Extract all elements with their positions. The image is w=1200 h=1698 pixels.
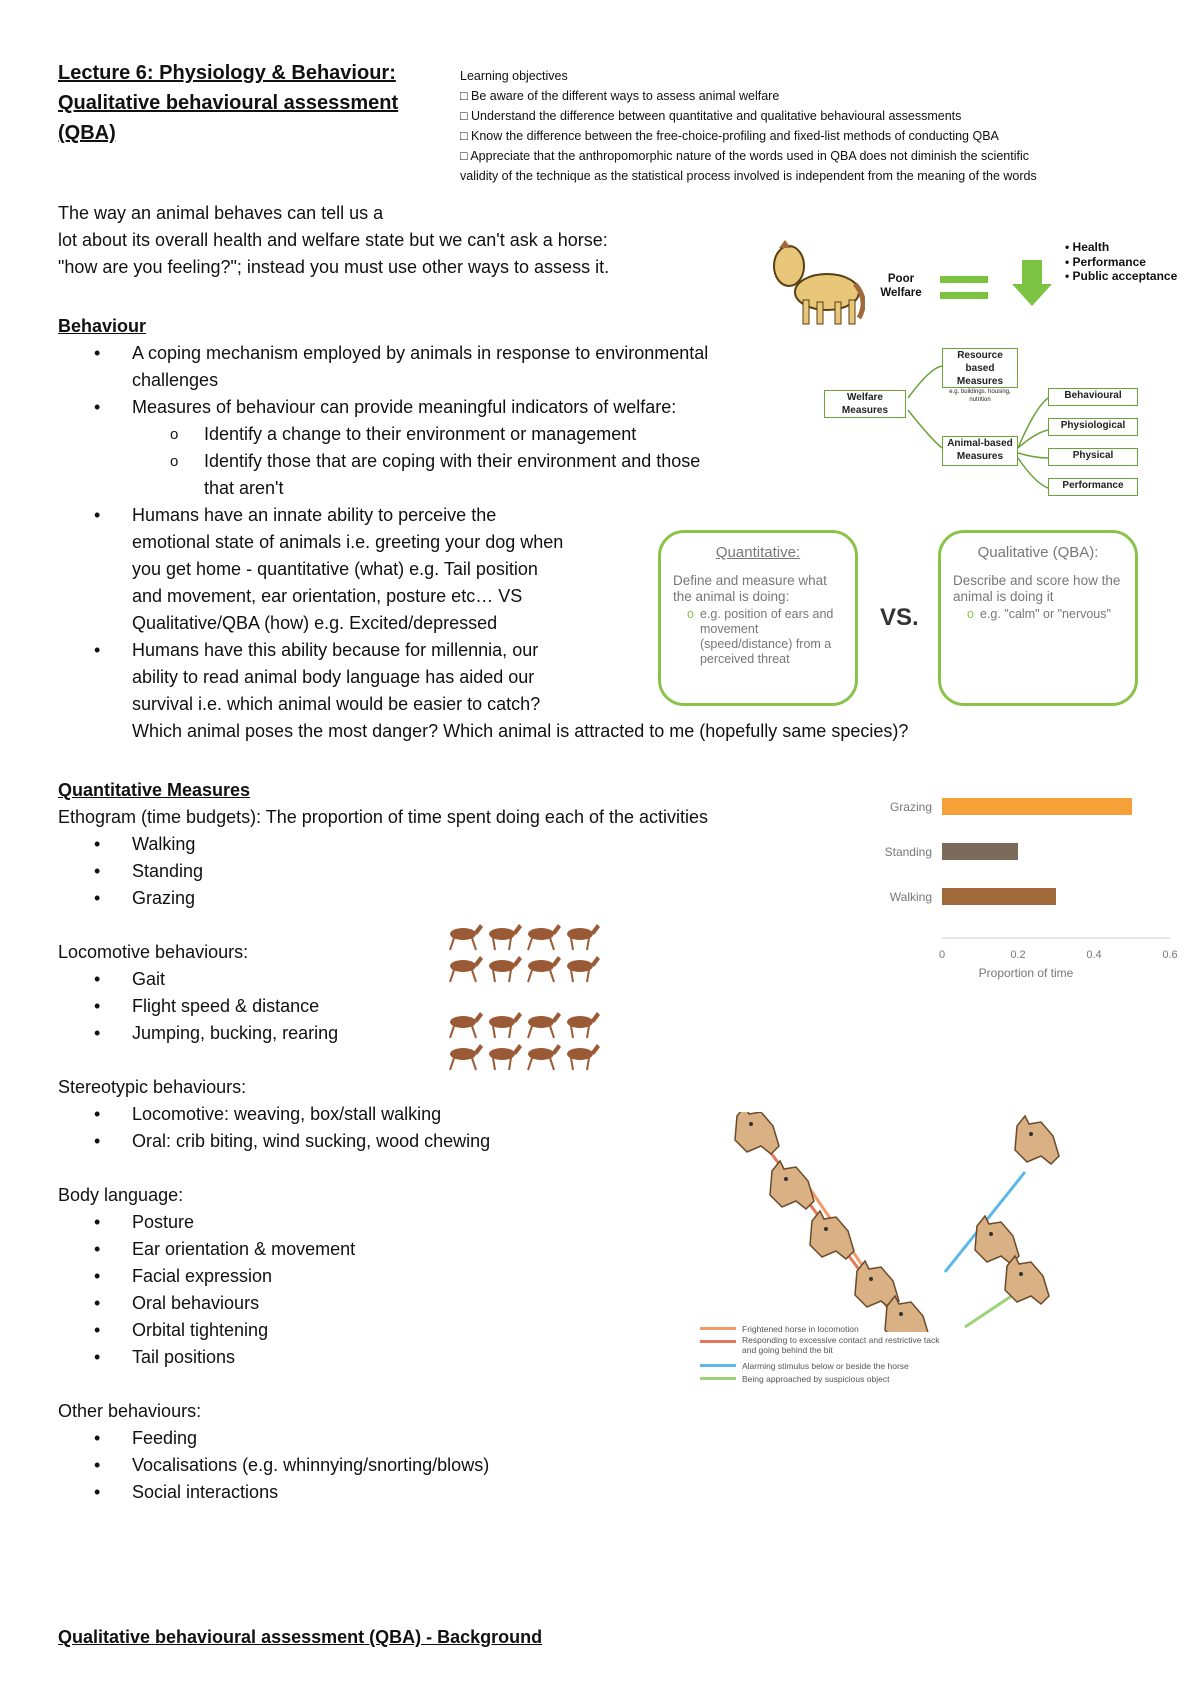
category-label: Walking xyxy=(889,890,932,904)
bar-grazing xyxy=(942,798,1132,815)
horse-silhouette xyxy=(567,1044,600,1070)
tick-label: 0.6 xyxy=(1162,949,1178,961)
objective-item: □ Be aware of the different ways to assess animal welfare xyxy=(460,89,780,103)
list-item: • Walking xyxy=(58,831,858,858)
welfare-outcomes xyxy=(1065,240,1185,284)
sub-list-item: o Identify a change to their environment or management xyxy=(58,421,1138,448)
horse-head xyxy=(1015,1116,1059,1164)
list-item: • Feeding xyxy=(58,1425,858,1452)
poor-welfare-label: Poor Welfare xyxy=(880,273,922,299)
list-item: • Grazing xyxy=(58,885,858,912)
list-item: • Tail positions xyxy=(58,1344,858,1371)
qualitative-text: Describe and score how the animal is doing it xyxy=(953,573,1121,604)
physiological-node: Physiological xyxy=(1048,418,1138,436)
outcome-item: • Public acceptance xyxy=(1065,269,1178,283)
tick-label: 0 xyxy=(938,949,946,961)
list-item: • Social interactions xyxy=(58,1479,858,1506)
horse-silhouette xyxy=(450,1012,483,1038)
quantitative-box xyxy=(658,530,858,706)
list-item: • Posture xyxy=(58,1209,858,1236)
horse-silhouette xyxy=(528,1012,561,1038)
horse-silhouette xyxy=(489,1012,522,1038)
horse-silhouette xyxy=(567,956,600,982)
list-item: • Measures of behaviour can provide meaningful indicators of welfare: xyxy=(58,394,1138,421)
vs-label: VS. xyxy=(880,604,919,631)
list-item: • Oral: crib biting, wind sucking, wood chewing xyxy=(58,1128,858,1155)
list-item: • Oral behaviours xyxy=(58,1290,858,1317)
horse-head xyxy=(975,1216,1019,1264)
horse-silhouette xyxy=(450,1044,483,1070)
learning-objectives xyxy=(460,66,1180,186)
list-item: • Humans have an innate ability to perceive the emotional state of animals i.e. greeting your dog when you get home - quantitative (what) e.g. Tail position and movement, ear orientation, posture etc… VS Qualitative/QBA (how) e.g. Excited/depressed xyxy=(58,502,1138,637)
horse-silhouette xyxy=(528,1044,561,1070)
category-label: Standing xyxy=(884,845,932,859)
horse-heads-illustration xyxy=(695,1112,1105,1387)
bar-standing xyxy=(942,843,1018,860)
outcome-item: • Performance xyxy=(1065,254,1146,269)
physical-node: Physical xyxy=(1048,448,1138,466)
objective-item: □ Know the difference between the free-choice-profiling and fixed-list methods of conducting QBA xyxy=(460,129,999,143)
behaviour-heading: Behaviour xyxy=(58,316,147,336)
legend-item: Responding to excessive contact and restrictive tack and going behind the bit xyxy=(700,1335,1000,1359)
list-item: • Jumping, bucking, rearing xyxy=(58,1020,858,1047)
quantitative-heading: Quantitative Measures xyxy=(58,780,251,800)
horse-silhouette xyxy=(528,924,561,950)
horse-silhouette xyxy=(450,956,483,982)
stereotypic-heading: Stereotypic behaviours: xyxy=(58,1077,247,1097)
legend-item: Alarming stimulus below or beside the horse xyxy=(700,1359,1000,1372)
quantitative-title: Quantitative: xyxy=(715,544,801,561)
list-item: • Flight speed & distance xyxy=(58,993,858,1020)
tick-label: 0.2 xyxy=(1010,949,1026,961)
qba-background-heading: Qualitative behavioural assessment (QBA) - Background xyxy=(58,1627,543,1647)
horse-silhouette xyxy=(567,1012,600,1038)
horse-head xyxy=(1005,1256,1049,1304)
horse-heads-diagram xyxy=(695,1112,1105,1332)
outcome-item: • Health xyxy=(1065,240,1110,254)
bar-walking xyxy=(942,888,1056,905)
list-item: • Facial expression xyxy=(58,1263,858,1290)
horse-head xyxy=(770,1161,814,1209)
resource-based-node: Resource based Measures e.g. buildings, housing, nutrition xyxy=(942,348,1018,388)
down-arrow-icon xyxy=(1010,260,1054,310)
tick-label: 0.4 xyxy=(1086,949,1102,961)
qualitative-title: Qualitative (QBA): xyxy=(977,544,1099,561)
list-item: • Orbital tightening xyxy=(58,1317,858,1344)
list-item: • Gait xyxy=(58,966,858,993)
horse-head xyxy=(735,1112,779,1154)
list-item: • Vocalisations (e.g. whinnying/snorting/blows) xyxy=(58,1452,858,1479)
sub-list-item: o Identify those that are coping with their environment and those that aren't xyxy=(58,448,1138,502)
category-label: Grazing xyxy=(889,800,932,814)
horse-silhouette xyxy=(528,956,561,982)
objective-item: □ Appreciate that the anthropomorphic nature of the words used in QBA does not diminish the scientific xyxy=(460,149,1029,163)
list-item: • Ear orientation & movement xyxy=(58,1236,858,1263)
objective-item: validity of the technique as the statistical process involved is independent from the meaning of the words xyxy=(460,169,1037,183)
performance-node: Performance xyxy=(1048,478,1138,496)
other-behaviours-heading: Other behaviours: xyxy=(58,1401,202,1421)
behavioural-node: Behavioural xyxy=(1048,388,1138,406)
time-budget-chart xyxy=(870,790,1180,980)
heads-legend xyxy=(700,1322,1000,1385)
horse-silhouette xyxy=(450,924,483,950)
body-language-heading: Body language: xyxy=(58,1185,184,1205)
bullet-icon: o xyxy=(967,607,974,621)
horse-head xyxy=(810,1211,854,1259)
qualitative-box xyxy=(938,530,1138,706)
bullet-icon: o xyxy=(687,607,694,621)
page-title: Lecture 6: Physiology & Behaviour: Qualitative behavioural assessment (QBA) xyxy=(58,62,399,144)
ethogram-text: Ethogram (time budgets): The proportion of time spent doing each of the activities xyxy=(58,807,709,827)
horse-silhouette xyxy=(489,1044,522,1070)
gait-sequence-image xyxy=(440,918,605,1093)
list-item: • Locomotive: weaving, box/stall walking xyxy=(58,1101,858,1128)
welfare-measures-node: Welfare Measures xyxy=(824,390,906,418)
quantitative-text: Define and measure what the animal is doing: xyxy=(673,573,827,604)
qualitative-example: e.g. "calm" or "nervous" xyxy=(979,607,1111,621)
intro-paragraph: The way an animal behaves can tell us a lot about its overall health and welfare state but we can't ask a horse: "how are you feeling?"; instead you must use other ways to assess it. xyxy=(58,203,610,277)
equals-icon xyxy=(940,274,990,304)
objective-item: □ Understand the difference between quantitative and qualitative behavioural assessments xyxy=(460,109,962,123)
legend-item: Frightened horse in locomotion xyxy=(700,1322,1000,1335)
horse-silhouette xyxy=(489,924,522,950)
objectives-heading: Learning objectives xyxy=(460,69,568,83)
quantitative-example: e.g. position of ears and movement (speed/distance) from a perceived threat xyxy=(699,607,834,666)
horse-silhouette xyxy=(489,956,522,982)
list-item: • A coping mechanism employed by animals in response to environmental challenges xyxy=(58,340,1138,394)
x-axis-label: Proportion of time xyxy=(978,966,1074,980)
list-item: • Standing xyxy=(58,858,858,885)
locomotive-heading: Locomotive behaviours: xyxy=(58,942,249,962)
list-item: • Humans have this ability because for millennia, our ability to read animal body language has aided our survival i.e. which animal would be easier to catch? Which animal poses the most danger? Which animal is attracted to me (hopefully same species)? xyxy=(58,637,1138,745)
legend-item: Being approached by suspicious object xyxy=(700,1372,1000,1385)
horse-silhouette xyxy=(567,924,600,950)
animal-based-node: Animal-based Measures xyxy=(942,436,1018,466)
